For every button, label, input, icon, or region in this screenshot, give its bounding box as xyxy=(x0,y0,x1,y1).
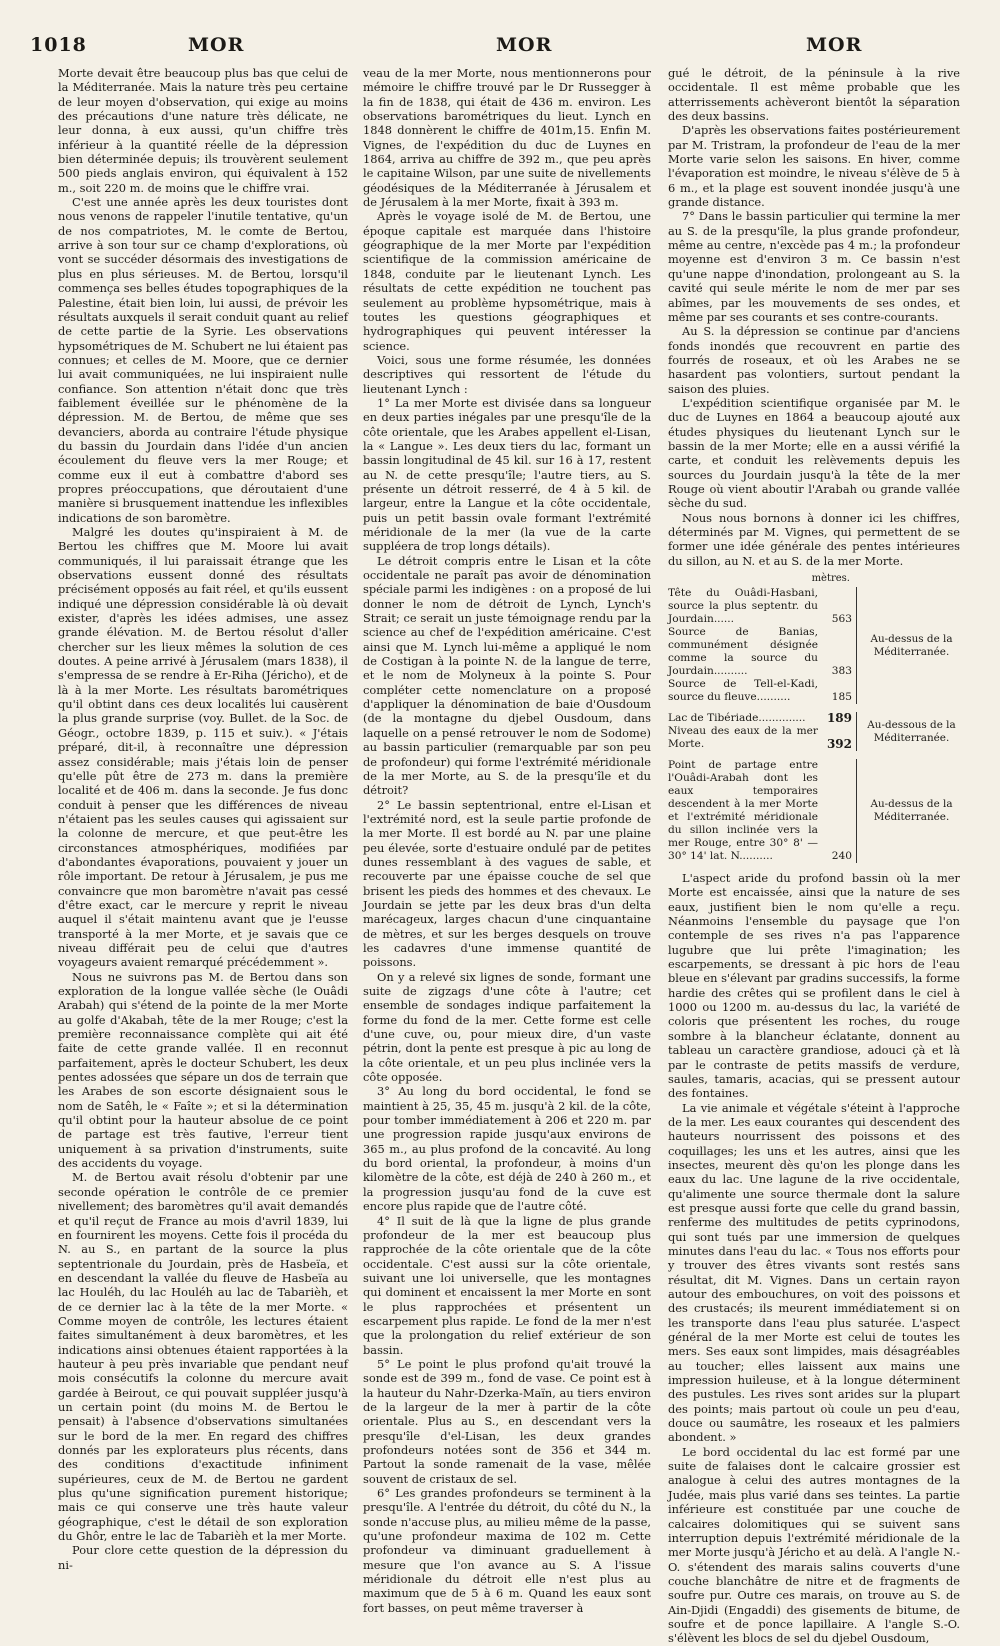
paragraph: gué le détroit, de la péninsule à la rive occidentale. Il est même probable que les atterrissements achèveront bientôt la séparation des deux bassins. xyxy=(668,66,960,124)
paragraph: L'expédition scientifique organisée par M. le duc de Luynes en 1864 a beaucoup ajouté aux études physiques du lieutenant Lynch sur le bassin de la mer Morte; elle en a aussi vérifié la carte, et conduit les relèvements depuis les sources du Jourdain jusqu'à la tête de la mer Rouge où vient aboutir l'Arabah ou grande vallée sèche du sud. xyxy=(668,395,960,511)
altitude-value: 185 xyxy=(831,691,852,704)
running-head-left: MOR xyxy=(188,34,245,56)
paragraph: Pour clore cette question de la dépression du ni- xyxy=(58,1543,348,1572)
altitude-table xyxy=(668,572,960,863)
altitude-label: Source de Tell-el-Kadi, source du fleuve.......... xyxy=(668,678,818,704)
paragraph: 2° Le bassin septentrional, entre el-Lisan et l'extrémité nord, est la seule partie profonde de la mer Morte. Il est bordé au N. par une plaine peu élevée, sorte d'estuaire ondulé par de petites dunes ressemblant à des vagues de sable, et recouverte par une épaisse couche de sel que brisent les pieds des hommes et des chevaux. Le Jourdain se jette par les deux bras d'un delta marécageux, larges chacun d'une cinquantaine de mètres, et sur les berges desquels on trouve les cadavres d'une immense quantité de poissons. xyxy=(363,797,651,970)
paragraph: D'après les observations faites postérieurement par M. Tristram, la profondeur de l'eau de la mer Morte varie selon les saisons. En hiver, comme l'évaporation est moindre, le niveau s'élève de 5 à 6 m., et la plage est souvent inondée jusqu'à une grande distance. xyxy=(668,123,960,210)
altitude-group xyxy=(668,759,960,863)
altitude-row xyxy=(668,759,856,863)
paragraph: L'aspect aride du profond bassin où la mer Morte est encaissée, ainsi que la nature de ses eaux, justifient bien le nom qu'elle a reçu. Néanmoins l'ensemble du paysage que l'on contemple de ses rives n'a pas l'apparence lugubre que lui prête l'imagination; les escarpements, se dressant à pic hors de l'eau bleue en s'élevant par gradins successifs, la forme hardie des crêtes qui se profilent dans le ciel à 1000 ou 1200 m. au-dessus du lac, la variété de coloris que présentent les roches, du rouge sombre à la blancheur éclatante, donnent au tableau un caractère grandiose, adouci çà et là par le contraste de petits massifs de verdure, saules, tamaris, acacias, qui se pressent autour des fontaines. xyxy=(668,871,960,1101)
paragraph: Au S. la dépression se continue par d'anciens fonds inondés que recouvrent en partie des fourrés de roseaux, et où les Arabes ne se hasardent pas volontiers, surtout pendant la saison des pluies. xyxy=(668,324,960,396)
altitude-label: Niveau des eaux de la mer Morte. xyxy=(668,725,818,751)
text-column-center xyxy=(363,66,651,1615)
paragraph: Nous nous bornons à donner ici les chiffres, déterminés par M. Vignes, qui permettent de se former une idée générale des pentes intérieures du sillon, au N. et au S. de la mer Morte. xyxy=(668,510,960,568)
page-number: 1018 xyxy=(30,34,87,56)
paragraph: 3° Au long du bord occidental, le fond se maintient à 25, 35, 45 m. jusqu'à 2 kil. de la côte, pour tomber immédiatement à 206 et 220 m. par une progression rapide jusqu'aux environs de 365 m., au plus profond de la concavité. Au long du bord oriental, la profondeur, à moins d'un kilomètre de la côte, est déjà de 240 à 260 m., et la progression jusqu'au fond de la cuve est encore plus rapide que de l'autre côté. xyxy=(363,1084,651,1214)
paragraph: 1° La mer Morte est divisée dans sa longueur en deux parties inégales par une presqu'île de la côte orientale, que les Arabes appellent el-Lisan, la « Langue ». Les deux tiers du lac, formant un bassin longitudinal de 45 kil. sur 16 à 17, restent au N. de cette presqu'île; l'autre tiers, au S. présente un détroit resserré, de 4 à 5 kil. de largeur, entre la Langue et la côte occidentale, puis un petit bassin ovale formant l'extrémité méridionale de la mer (la vue de la carte suppléera de trop longs détails). xyxy=(363,395,651,554)
altitude-value: 240 xyxy=(831,850,852,863)
altitude-row xyxy=(668,587,856,626)
altitude-row xyxy=(668,712,856,725)
altitude-label: Lac de Tibériade.............. xyxy=(668,712,806,725)
altitude-note: Au-dessous de la Méditerranée. xyxy=(867,718,956,744)
altitude-label: Source de Banias, communément désignée comme la source du Jourdain.......... xyxy=(668,626,818,678)
altitude-value: 383 xyxy=(831,665,852,678)
altitude-value: 392 xyxy=(826,737,852,752)
page-header xyxy=(0,34,1000,64)
altitude-note: Au-dessus de la Méditerranée. xyxy=(870,632,953,658)
paragraph: M. de Bertou avait résolu d'obtenir par une seconde opération le contrôle de ce premier nivellement; des baromètres qu'il avait demandés et qu'il reçut de France au mois d'avril 1839, lui en fournirent les moyens. Cette fois il procéda du N. au S., en partant de la source la plus septentrionale du Jourdain, près de Hasbeïa, et en descendant la vallée du fleuve de Hasbeïa au lac Houléh, du lac Houléh au lac de Tabarièh, et de ce dernier lac à la tête de la mer Morte. « Comme moyen de contrôle, les lectures étaient faites simultanément à deux baromètres, et les indications ainsi obtenues étaient rapportées à la hauteur à peu près invariable que pendant neuf mois consécutifs la colonne du mercure avait gardée à Beirout, ce qui pouvait suppléer jusqu'à un certain point (du moins M. de Bertou le pensait) à l'absence d'observations simultanées sur le bord de la mer. En regard des chiffres donnés par les explorateurs plus récents, dans des conditions d'exactitude infiniment supérieures, ceux de M. de Bertou ne gardent plus qu'une signification purement historique; mais ce qui conserve une très haute valeur géographique, c'est le détail de son exploration du Ghôr, entre le lac de Tabarièh et la mer Morte. xyxy=(58,1170,348,1544)
paragraph: Voici, sous une forme résumée, les données descriptives qui ressortent de l'étude du lieutenant Lynch : xyxy=(363,352,651,396)
paragraph: 6° Les grandes profondeurs se terminent à la presqu'île. A l'entrée du détroit, du côté du N., la sonde n'accuse plus, au milieu même de la passe, qu'une profondeur maxima de 102 m. Cette profondeur va diminuant graduellement à mesure que l'on avance au S. A l'issue méridionale du détroit elle n'est plus au maximum que de 5 à 6 m. Quand les eaux sont fort basses, on peut même traverser à xyxy=(363,1486,651,1615)
paragraph: Malgré les doutes qu'inspiraient à M. de Bertou les chiffres que M. Moore lui avait communiqués, il lui paraissait étrange que les observations eussent donné des résultats précisément opposés au fait réel, et qu'ils eussent indiqué une dépression considérable là où devait exister, d'après les idées admises, une assez grande élévation. M. de Bertou résolut d'aller chercher sur les lieux mêmes la solution de ces doutes. A peine arrivé à Jérusalem (mars 1838), il s'empressa de se rendre à Er-Riha (Jéricho), et de là à la mer Morte. Les résultats barométriques qu'il obtint dans ces deux localités lui causèrent la plus grande surprise (voy. Bullet. de la Soc. de Géogr., octobre 1839, p. 115 et suiv.). « J'étais préparé, dit-il, à reconnaître une dépression assez considérable; mais j'étais loin de penser qu'elle pût être de 273 m. dans la première localité et de 406 m. dans la seconde. Je fus donc conduit à penser que les différences de niveau n'étaient pas les seules causes qui agissaient sur la colonne de mercure, et que peut-être les circonstances atmosphériques, modifiées par d'abondantes évaporations, pouvaient y jouer un rôle important. De retour à Jérusalem, je pus me convaincre que mon baromètre n'avait pas cessé d'être exact, car le mercure y reprit le niveau auquel il s'était maintenu avant que je l'eusse transporté à la mer Morte, et je savais que ce niveau différait peu de celui que d'autres voyageurs avaient remarqué précédemment ». xyxy=(58,525,348,970)
paragraph: C'est une année après les deux touristes dont nous venons de rappeler l'inutile tentative, qu'un de nos compatriotes, M. le comte de Bertou, arrive à son tour sur ce champ d'explorations, où vont se succéder désormais des investigations de plus en plus sérieuses. M. de Bertou, lorsqu'il commença ses belles études topographiques de la Palestine, était bien loin, lui aussi, de prévoir les résultats auxquels il serait conduit quant au relief de cette partie de la Syrie. Les observations hypsométriques de M. Schubert ne lui étaient pas connues; et celles de M. Moore, que ce dernier lui avait communiquées, ne lui inspiraient nulle confiance. Son attention n'était donc que très faiblement éveillée sur le phénomène de la dépression. M. de Bertou, de même que ses devanciers, aborda au contraire l'étude physique du bassin du Jourdain dans l'idée d'un ancien écoulement du fleuve vers la mer Rouge; et comme eux il eut à combattre d'abord ses propres préoccupations, que déroutaient d'une manière si brusquement inattendue les inflexibles indications de son baromètre. xyxy=(58,195,348,525)
altitude-label: Tête du Ouâdi-Hasbani, source la plus septentr. du Jourdain...... xyxy=(668,587,818,626)
paragraph: Le détroit compris entre le Lisan et la côte occidentale ne paraît pas avoir de dénomination spéciale parmi les indigènes : on a proposé de lui donner le nom de détroit de Lynch, Lynch's Strait; ce serait un juste témoignage rendu par la science au chef de l'expédition américaine. C'est ainsi que M. Lynch lui-même a appliqué le nom de Costigan à la pointe N. de la langue de terre, et le nom de Molyneux à la pointe S. Pour compléter cette nomenclature on a proposé d'appliquer la dénomination de baie d'Ousdoum (de la montagne du djebel Ousdoum, dans laquelle on a pensé retrouver le nom de Sodome) au bassin particulier (remarquable par son peu de profondeur) qui forme l'extrémité méridionale de la mer Morte, au S. de la presqu'île et du détroit? xyxy=(363,553,651,798)
altitude-note: Au-dessus de la Méditerranée. xyxy=(870,798,953,824)
paragraph: Morte devait être beaucoup plus bas que celui de la Méditerranée. Mais la nature très peu certaine de leur moyen d'observation, qui exige au moins des précautions d'une nature très délicate, ne leur donna, à eux aussi, qu'un chiffre très inférieur à la quantité réelle de la dépression bien déterminée depuis; ils trouvèrent seulement 500 pieds anglais environ, qui équivalent à 152 m., soit 220 m. de moins que le chiffre vrai. xyxy=(58,66,348,195)
altitude-unit: mètres. xyxy=(811,573,850,585)
paragraph: 7° Dans le bassin particulier qui termine la mer au S. de la presqu'île, la plus grande profondeur, même au centre, n'excède pas 4 m.; la profondeur moyenne est d'environ 3 m. Ce bassin n'est qu'une nappe d'inondation, prolongeant au S. la cavité qui seule mérite le nom de mer par ses abîmes, par les mouvements de ses ondes, et même par ses courants et ses contre-courants. xyxy=(668,209,960,324)
text-column-right xyxy=(668,66,960,1646)
altitude-row xyxy=(668,725,856,751)
paragraph: veau de la mer Morte, nous mentionnerons pour mémoire le chiffre trouvé par le Dr Russegger à la fin de 1838, qui était de 436 m. environ. Les observations barométriques du lieut. Lynch en 1848 donnèrent le chiffre de 401m,15. Enfin M. Vignes, de l'expédition du duc de Luynes en 1864, arriva au chiffre de 392 m., que peu après le capitaine Wilson, par une suite de nivellements géodésiques de la Méditerranée à Jérusalem et de Jérusalem à la mer Morte, fixait à 393 m. xyxy=(363,66,651,210)
running-head-center: MOR xyxy=(496,34,553,56)
running-head-right: MOR xyxy=(806,34,863,56)
paragraph: On y a relevé six lignes de sonde, formant une suite de zigzags d'une côte à l'autre; cet ensemble de sondages indique parfaitement la forme du fond de la mer. Cette forme est celle d'une cuve, ou, pour mieux dire, d'un vaste pétrin, dont la pente est presque à pic au long de la côte orientale, et un peu plus inclinée vers la côte opposée. xyxy=(363,969,651,1085)
paragraph: La vie animale et végétale s'éteint à l'approche de la mer. Les eaux courantes qui descendent des hauteurs nourrissent des poissons et des coquillages; les uns et les autres, ainsi que les insectes, meurent dès qu'on les plonge dans les eaux du lac. Une lagune de la rive occidentale, qu'alimente une source thermale dont la salure est presque aussi forte que celle du grand bassin, renferme des multitudes de petits cyprinodons, qui sont tués par une immersion de quelques minutes dans l'eau du lac. « Tous nos efforts pour y trouver des êtres vivants sont restés sans résultat, dit M. Vignes. Dans un certain rayon autour des embouchures, on voit des poissons et des crustacés; ils meurent immédiatement si on les transporte dans l'eau plus saturée. L'aspect général de la mer Morte est celui de toutes les mers. Ses eaux sont limpides, mais désagréables au toucher; elles laissent aux mains une impression huileuse, et à la longue déterminent des pustules. Les rives sont arides sur la plupart des points; mais partout où coule un peu d'eau, douce ou saumâtre, les roseaux et les palmiers abondent. » xyxy=(668,1100,960,1445)
altitude-label: Point de partage entre l'Ouâdi-Arabah dont les eaux temporaires descendent à la mer Morte et l'extrémité méridionale du sillon inclinée vers la mer Rouge, entre 30° 8' — 30° 14' lat. N.......... xyxy=(668,759,818,863)
paragraph: Après le voyage isolé de M. de Bertou, une époque capitale est marquée dans l'histoire géographique de la mer Morte par l'expédition scientifique de la commission américaine de 1848, conduite par le lieutenant Lynch. Les résultats de cette expédition ne touchent pas seulement au problème hypsométrique, mais à toutes les questions géographiques et hydrographiques qui peuvent intéresser la science. xyxy=(363,209,651,353)
altitude-value: 563 xyxy=(831,613,852,626)
paragraph: 5° Le point le plus profond qu'ait trouvé la sonde est de 399 m., fond de vase. Ce point est à la hauteur du Nahr-Dzerka-Maïn, au tiers environ de la largeur de la mer à partir de la côte orientale. Plus au S., en descendant vers la presqu'île d'el-Lisan, les deux grandes profondeurs notées sont de 356 et 344 m. Partout la sonde ramenait de la vase, mêlée souvent de cristaux de sel. xyxy=(363,1356,651,1486)
text-column-left xyxy=(58,66,348,1572)
altitude-row xyxy=(668,678,856,704)
altitude-group xyxy=(668,712,960,751)
paragraph: Nous ne suivrons pas M. de Bertou dans son exploration de la longue vallée sèche (le Ouâdi Arabah) qui s'étend de la pointe de la mer Morte au golfe d'Akabah, tête de la mer Rouge; c'est la première reconnaissance complète qui ait été faite de cette grande vallée. Il en reconnut parfaitement, après le docteur Schubert, les deux pentes adossées que sépare un dos de terrain que les Arabes de son escorte désignaient sous le nom de Satêh, le « Faîte »; et si la détermination qu'il obtint pour la hauteur absolue de ce point de partage est très fautive, l'erreur tient uniquement à sa privation d'instruments, suite des accidents du voyage. xyxy=(58,969,348,1171)
altitude-value: 189 xyxy=(826,711,852,726)
paragraph: 4° Il suit de là que la ligne de plus grande profondeur de la mer est beaucoup plus rapprochée de la côte orientale que de la côte occidentale. C'est aussi sur la côte orientale, suivant une loi universelle, que les montagnes qui dominent et encaissent la mer Morte en sont le plus rapprochées et présentent un escarpement plus rapide. Le fond de la mer n'est que la prolongation du relief extérieur de son bassin. xyxy=(363,1213,651,1357)
altitude-group xyxy=(668,587,960,704)
altitude-row xyxy=(668,626,856,678)
paragraph: Le bord occidental du lac est formé par une suite de falaises dont le calcaire grossier est analogue à celui des autres montagnes de la Judée, mais plus varié dans ses teintes. La partie inférieure est constituée par une couche de calcaires dolomitiques qui se suivent sans interruption depuis l'extrémité méridionale de la mer Morte jusqu'à Jéricho et au delà. A l'angle N.-O. s'étendent des marais salins couverts d'une couche blanchâtre de nitre et de fragments de soufre pur. Outre ces marais, on trouve au S. de Ain-Djidi (Engaddi) des gisements de bitume, de soufre et de ponce lapillaire. A l'angle S.-O. s'élèvent les blocs de sel du djebel Ousdoum, xyxy=(668,1444,960,1646)
